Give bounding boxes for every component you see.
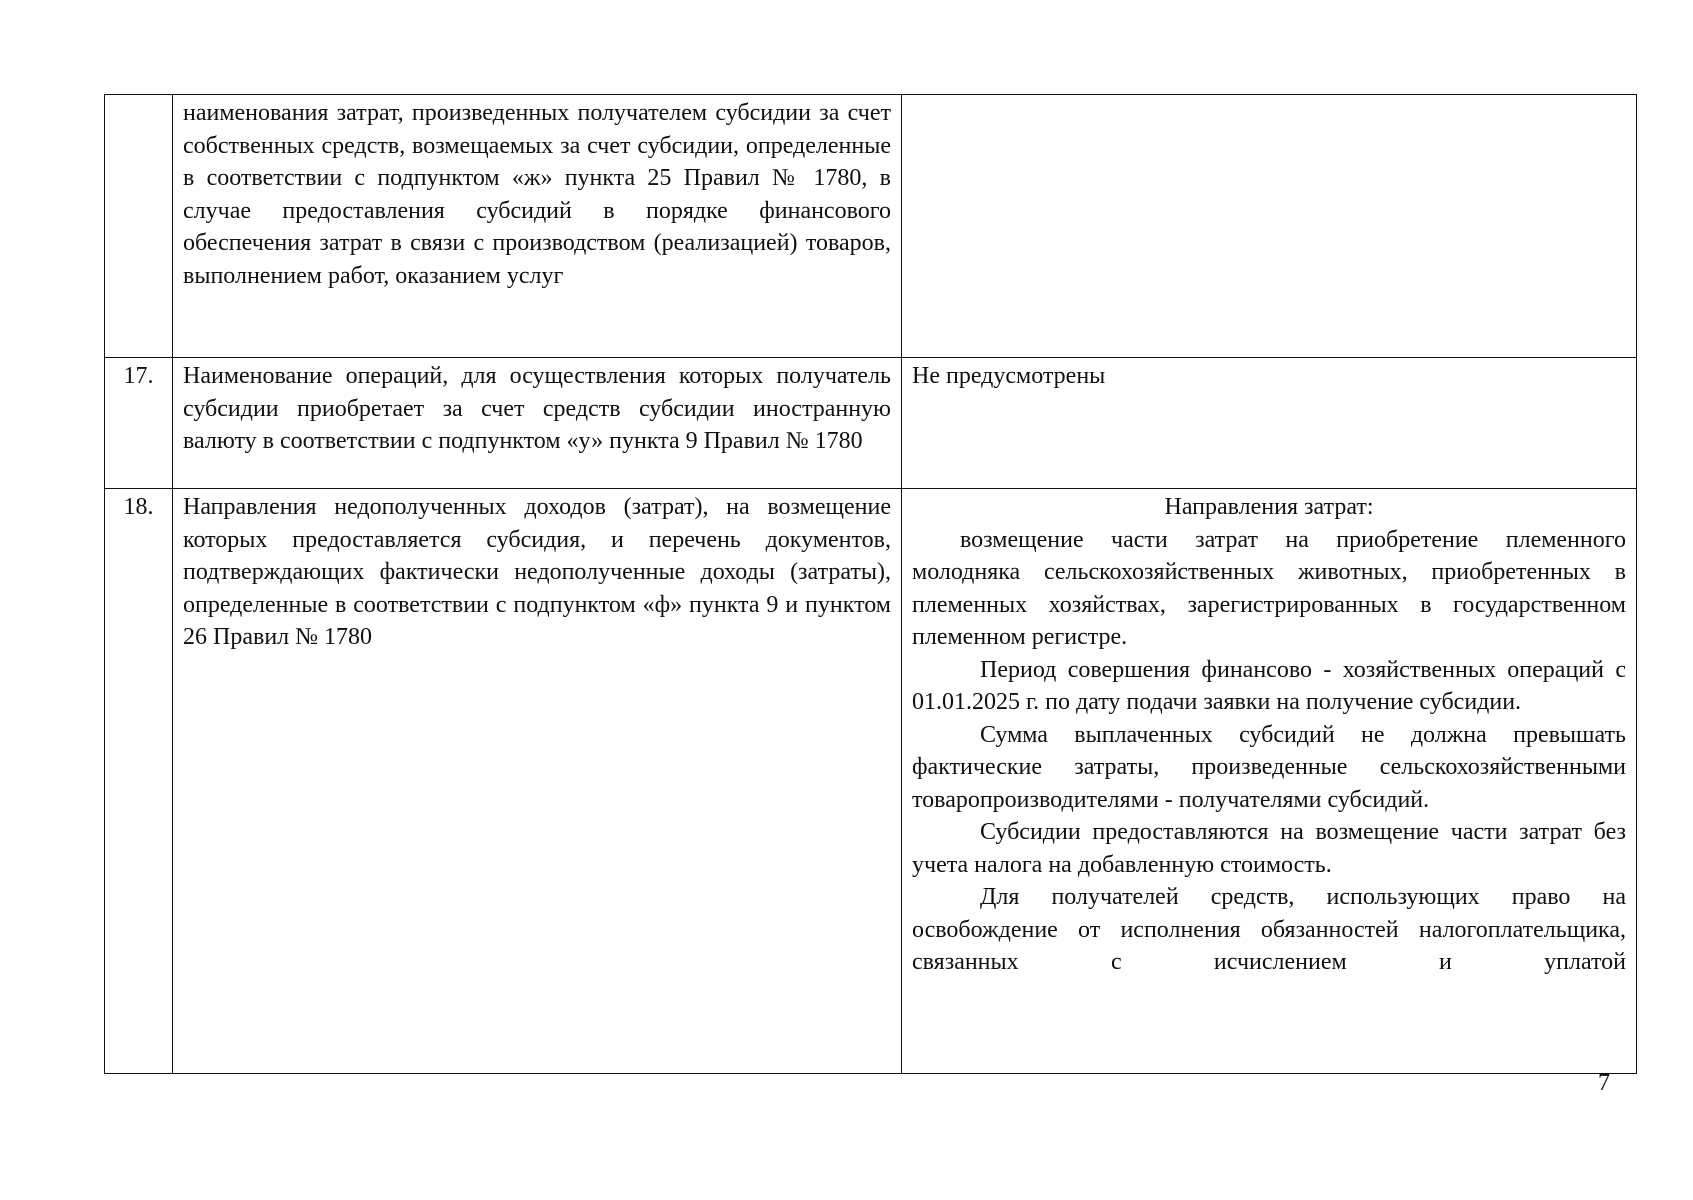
table-row — [105, 358, 1637, 489]
value-paragraph: Субсидии предоставляются на возмещение части затрат без учета налога на добавленную стоимость. — [912, 819, 1626, 878]
requirements-table — [104, 94, 1637, 1074]
value-paragraph: Сумма выплаченных субсидий не должна превышать фактические затраты, произведенные сельскохозяйственными товаропроизводителями - получателями субсидий. — [912, 721, 1626, 813]
row-value — [902, 95, 1637, 358]
value-paragraph: возмещение части затрат на приобретение племенного молодняка сельскохозяйственных животных, приобретенных в племенных хозяйствах, зарегистрированных в государственном племенном регистре. — [912, 526, 1626, 650]
page-number: 7 — [1598, 1070, 1610, 1096]
table-row — [105, 95, 1637, 358]
row-name: Наименование операций, для осуществления которых получатель субсидии приобретает за счет средств субсидии иностранную валюту в соответствии с подпунктом «у» пункта 9 Правил № 1780 — [173, 358, 902, 489]
table-row — [105, 489, 1637, 1074]
row-number — [105, 95, 173, 358]
row-value — [902, 489, 1637, 1074]
value-heading: Направления затрат: — [1164, 494, 1374, 520]
value-paragraph: Период совершения финансово - хозяйственных операций с 01.01.2025 г. по дату подачи заявки на получение субсидии. — [912, 656, 1626, 715]
row-name: Направления недополученных доходов (затрат), на возмещение которых предоставляется субсидия, и перечень документов, подтверждающих фактически недополученные доходы (затраты), определенные в соответствии с подпунктом «ф» пункта 9 и пунктом 26 Правил № 1780 — [173, 489, 902, 1074]
row-number: 18. — [105, 489, 173, 1074]
row-number: 17. — [105, 358, 173, 489]
value-paragraph: Для получателей средств, использующих право на освобождение от исполнения обязанностей налогоплательщика, связанных с исчислением и уплатой — [912, 884, 1626, 975]
row-value: Не предусмотрены — [902, 358, 1637, 489]
row-name: наименования затрат, произведенных получателем субсидии за счет собственных средств, возмещаемых за счет субсидии, определенные в соответствии с подпунктом «ж» пункта 25 Правил № 1780, в случае предоставления субсидий в порядке финансового обеспечения затрат в связи с производством (реализацией) товаров, выполнением работ, оказанием услуг — [173, 95, 902, 358]
